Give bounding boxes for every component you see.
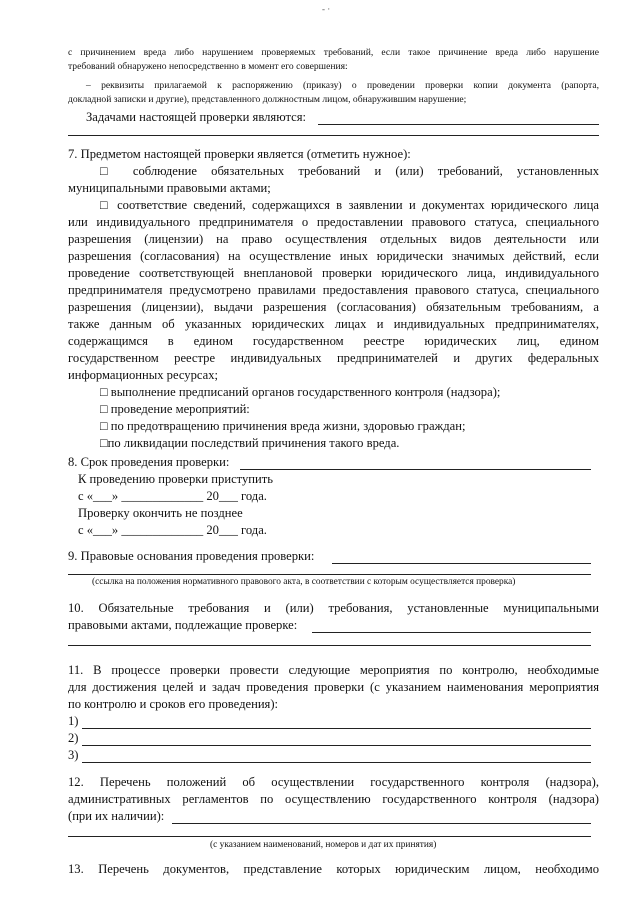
section-10-line-1: 10. Обязательные требования и (или) требования, установленные муниципальными <box>68 601 599 615</box>
section-11-line-1: 11. В процессе проверки провести следующие мероприятия по контролю, необходимые <box>68 663 599 677</box>
section-12-line-2: административных регламентов по осуществлению государственного контроля (надзора) <box>68 792 599 806</box>
section-7-option-4[interactable]: □ проведение мероприятий: <box>100 402 250 416</box>
section-8-fill-line[interactable] <box>240 469 591 470</box>
section-7-option-2-line: или индивидуального предпринимателя о предоставлении правового статуса, специального <box>68 215 599 229</box>
section-7-option-2-line: проведение соответствующей внеплановой проверки юридического лица, индивидуального <box>68 266 599 280</box>
section-7-option-5[interactable]: □ по предотвращению причинения вреда жизни, здоровью граждан; <box>100 419 466 433</box>
section-8-start-label: К проведению проверки приступить <box>78 472 274 486</box>
intro-line-3: – реквизиты прилагаемой к распоряжению (приказу) о проведении проверки копии документа (рапорта, <box>86 80 599 91</box>
section-7-option-2-line: информационных ресурсах; <box>68 368 219 382</box>
section-11-item: 3) <box>68 748 79 762</box>
section-9-fill-line[interactable] <box>332 563 591 564</box>
tasks-label: Задачами настоящей проверки являются: <box>86 110 306 124</box>
section-7-option-2-line: содержащимся в едином государственном реестре юридических лиц, едином <box>68 334 599 348</box>
section-7-option-1: □ соблюдение обязательных требований и (или) требований, установленных <box>100 164 599 178</box>
section-8-start-date[interactable]: с «___» _____________ 20___ года. <box>78 489 267 503</box>
section-9-fill-line-2[interactable] <box>68 574 591 575</box>
tasks-fill-line-2[interactable] <box>68 135 599 136</box>
scan-mark: - · <box>322 4 331 14</box>
section-8-end-label: Проверку окончить не позднее <box>78 506 243 520</box>
section-10-fill-line-2[interactable] <box>68 645 591 646</box>
section-11-item: 1) <box>68 714 79 728</box>
section-7-option-2-line: предпринимателя предусмотрено правилами предоставления правового статуса, специального <box>68 283 599 297</box>
section-12-fill-line[interactable] <box>172 823 591 824</box>
section-10-fill-line[interactable] <box>312 632 591 633</box>
section-8-end-date[interactable]: с «___» _____________ 20___ года. <box>78 523 267 537</box>
section-11-line-2: для достижения целей и задач проведения проверки (с указанием наименования мероприятия <box>68 680 599 694</box>
section-7-option-6[interactable]: □по ликвидации последствий причинения такого вреда. <box>100 436 400 450</box>
section-12-line-3: (при их наличии): <box>68 809 165 823</box>
section-11-item: 2) <box>68 731 79 745</box>
section-11-item-fill[interactable] <box>82 745 591 746</box>
section-7-option-3[interactable]: □ выполнение предписаний органов государственного контроля (надзора); <box>100 385 501 399</box>
section-11-item-fill[interactable] <box>82 762 591 763</box>
intro-line-2: требований обнаружено непосредственно в момент его совершения: <box>68 61 348 72</box>
section-7-option-2-line: также данным об указанных юридических лицах и индивидуальных предпринимателях, <box>68 317 599 331</box>
section-9-caption: (ссылка на положения нормативного правового акта, в соответствии с которым осуществляется проверка) <box>92 577 516 587</box>
section-9-heading: 9. Правовые основания проведения проверки: <box>68 549 315 563</box>
section-7-option-2-line: разрешения (лицензии) на право осуществления отдельных видов деятельности или <box>68 232 599 246</box>
section-7-option-2-line: □ соответствие сведений, содержащихся в заявлении и документах юридического лица <box>100 198 599 212</box>
section-7-heading: 7. Предметом настоящей проверки является (отметить нужное): <box>68 147 411 161</box>
section-11-item-fill[interactable] <box>82 728 591 729</box>
section-7-option-2-line: государственном реестре индивидуальных предпринимателей и других федеральных <box>68 351 599 365</box>
section-10-line-2: правовыми актами, подлежащие проверке: <box>68 618 298 632</box>
section-7-option-2-line: разрешения (согласования) на осуществление иных юридически значимых действий, если <box>68 249 599 263</box>
section-12-fill-line-2[interactable] <box>68 836 591 837</box>
tasks-fill-line[interactable] <box>318 124 599 125</box>
section-13-line-1: 13. Перечень документов, представление которых юридическим лицом, необходимо <box>68 862 599 876</box>
section-11-line-3: по контролю и сроков его проведения): <box>68 697 279 711</box>
section-12-caption: (с указанием наименований, номеров и дат их принятия) <box>210 840 437 850</box>
section-7-option-1-cont: муниципальными правовыми актами; <box>68 181 271 195</box>
section-8-heading: 8. Срок проведения проверки: <box>68 455 230 469</box>
section-12-line-1: 12. Перечень положений об осуществлении государственного контроля (надзора), <box>68 775 599 789</box>
section-7-option-2-line: разрешения (лицензии), выдачи разрешения (согласования) обязательным требованиям, а <box>68 300 599 314</box>
intro-line-1: с причинением вреда либо нарушением проверяемых требований, если такое причинение вреда либо нарушение <box>68 47 599 58</box>
intro-line-4: докладной записки и другие), представленного должностным лицом, обнаружившим нарушение; <box>68 94 467 105</box>
